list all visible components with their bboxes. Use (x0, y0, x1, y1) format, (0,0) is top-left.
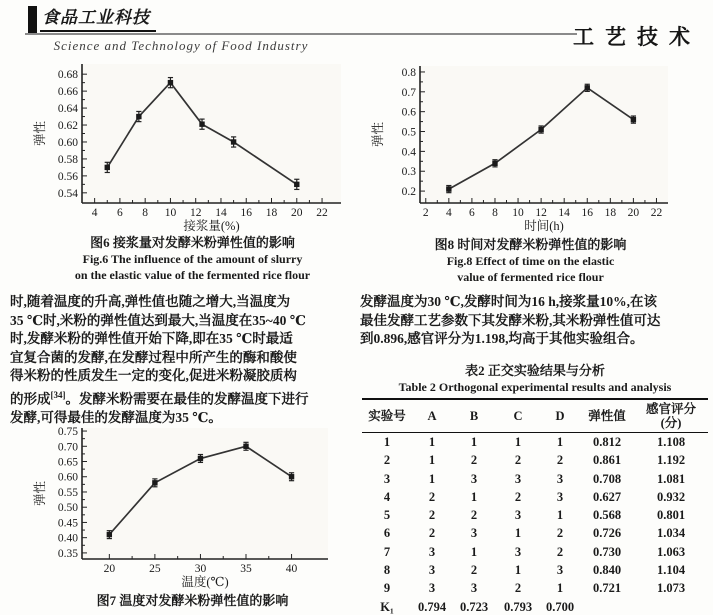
table-cell: 3 (428, 563, 436, 578)
table-cell: 1 (470, 489, 478, 504)
table-cell: 0.568 (592, 508, 622, 523)
text-line: 到0.896,感官评分为1.198,均高于其他实验组合。 (360, 331, 644, 346)
table-cell: 1 (514, 563, 522, 578)
fig8-chart-svg (368, 56, 693, 236)
table-cell (580, 598, 634, 615)
table-cell: 1 (556, 508, 564, 523)
table-cell: 3 (383, 471, 391, 486)
svg-text:6: 6 (469, 207, 475, 219)
svg-text:10: 10 (512, 207, 524, 219)
table-cell: 1.104 (656, 563, 686, 578)
table-header-cell: A (427, 409, 437, 423)
table-cell: 3 (470, 526, 478, 541)
svg-text:12: 12 (535, 207, 547, 219)
table-header-subline: (分) (660, 416, 682, 430)
table-cell: 3 (556, 489, 564, 504)
table-cell: 2 (514, 453, 522, 468)
journal-logo-text: 食品工业科技 (40, 6, 156, 32)
table-cell: 1.063 (656, 544, 686, 559)
svg-text:8: 8 (492, 207, 498, 219)
svg-text:0.64: 0.64 (57, 103, 78, 116)
table-header-row (362, 399, 708, 433)
fig7-chart-svg (30, 422, 355, 592)
svg-text:0.6: 0.6 (401, 106, 416, 119)
svg-text:弹性: 弹性 (371, 121, 385, 148)
fig8-caption-en-line2: value of fermented rice flour (457, 270, 604, 284)
table-cell: 8 (383, 563, 391, 578)
table-cell: 3 (514, 544, 522, 559)
body-paragraph-left (10, 293, 357, 427)
svg-text:30: 30 (194, 563, 207, 575)
table-cell: 3 (470, 471, 478, 486)
fig6-line-chart (30, 56, 355, 241)
text-line: 发酵温度为30 ℃,发酵时间为16 h,接浆量10%,在该 (360, 294, 658, 309)
table-cell: 0.794 (417, 599, 447, 614)
svg-text:0.56: 0.56 (57, 170, 78, 183)
table-cell: 2 (470, 453, 478, 468)
table-cell: 1.108 (656, 435, 686, 449)
table-cell: 1 (428, 435, 436, 449)
table-cell: 1 (514, 526, 522, 541)
table-row (362, 506, 708, 524)
svg-text:0.58: 0.58 (57, 153, 78, 166)
table-cell: 3 (428, 581, 436, 596)
table-cell: 2 (428, 489, 436, 504)
svg-text:18: 18 (265, 207, 278, 219)
svg-text:0.60: 0.60 (57, 471, 78, 484)
svg-text:0.2: 0.2 (401, 186, 416, 199)
svg-text:0.45: 0.45 (57, 517, 78, 530)
svg-text:25: 25 (149, 563, 161, 575)
text-line: 得米粉的性质发生一定的变化,促进米粉凝胶质构 (10, 368, 297, 383)
svg-text:0.68: 0.68 (57, 69, 78, 82)
svg-text:8: 8 (142, 207, 149, 219)
svg-text:0.35: 0.35 (57, 547, 78, 560)
table-cell: 5 (383, 508, 391, 523)
svg-text:0.50: 0.50 (57, 502, 78, 515)
journal-name-english: Science and Technology of Food Industry (53, 38, 309, 53)
svg-text:0.66: 0.66 (57, 86, 78, 99)
table-cell: 1 (556, 435, 564, 449)
table-header-cell: B (469, 409, 479, 423)
table-cell: 1 (514, 435, 522, 449)
table-cell: 3 (556, 563, 564, 578)
svg-text:弹性: 弹性 (33, 480, 47, 507)
table-cell: 2 (514, 581, 522, 596)
journal-logo (28, 6, 156, 34)
svg-text:时间(h): 时间(h) (524, 219, 564, 233)
table-cell (634, 598, 708, 615)
table-cell: 2 (470, 508, 478, 523)
table-row (362, 598, 708, 615)
svg-text:0.55: 0.55 (57, 486, 78, 499)
svg-text:18: 18 (604, 207, 617, 219)
table-row (362, 561, 708, 579)
table-cell: 0.708 (592, 471, 622, 486)
table-row (362, 524, 708, 542)
table-cell: 0.723 (459, 599, 489, 614)
svg-text:14: 14 (215, 207, 227, 219)
table-cell: 6 (383, 526, 391, 541)
svg-text:0.65: 0.65 (57, 456, 78, 469)
fig8-line-chart (368, 56, 693, 241)
svg-text:0.7: 0.7 (401, 86, 416, 99)
svg-text:10: 10 (164, 207, 177, 219)
text-line: 35 ℃时,米粉的弹性值达到最大,当温度在35~40 ℃ (10, 312, 306, 328)
svg-text:22: 22 (316, 207, 328, 219)
table-cell: 2 (428, 508, 436, 523)
table-header-cell: C (513, 409, 523, 423)
section-label: 工艺技术 (573, 25, 701, 49)
svg-text:20: 20 (291, 207, 303, 219)
table-cell: 9 (383, 581, 391, 596)
table-cell: 2 (428, 526, 436, 541)
table2-title-cn: 表2 正交实验结果与分析 (465, 363, 605, 378)
table-header-cell: 感官评分 (分) (634, 399, 708, 433)
svg-text:40: 40 (285, 563, 298, 575)
table2-block (360, 362, 710, 615)
svg-text:14: 14 (558, 207, 570, 219)
table-cell: 0.726 (592, 526, 622, 541)
table-cell: 1.192 (656, 453, 686, 468)
table-cell: 2 (383, 453, 391, 468)
fig6-caption-en-line2: on the elastic value of the fermented rice flour (74, 268, 311, 282)
table-cell: 0.700 (545, 599, 575, 614)
svg-text:22: 22 (650, 207, 663, 219)
svg-text:35: 35 (240, 563, 252, 575)
svg-text:0.3: 0.3 (401, 166, 416, 179)
svg-text:0.70: 0.70 (57, 441, 78, 454)
table-row (362, 579, 708, 597)
table-cell: 3 (514, 471, 522, 486)
svg-text:0.5: 0.5 (401, 126, 416, 139)
fig6-caption-en-line1: Fig.6 The influence of the amount of slurry (82, 252, 303, 266)
table-cell: 0.840 (592, 563, 622, 578)
table-cell: 3 (556, 471, 564, 486)
table-header-cell: 实验号 (368, 409, 406, 423)
text-line: 时,发酵米粉的弹性值开始下降,即在35 ℃时最适 (10, 331, 293, 346)
table-cell: 0.721 (592, 581, 622, 596)
table-row (362, 433, 708, 452)
svg-text:0.62: 0.62 (57, 120, 78, 133)
logo-bar-icon (28, 6, 37, 34)
table-cell: K₁ (380, 599, 394, 614)
table-cell: 2 (556, 526, 564, 541)
table-cell: 4 (383, 489, 391, 504)
svg-text:4: 4 (445, 207, 452, 219)
svg-text:16: 16 (581, 207, 594, 219)
body-paragraph-right (360, 293, 710, 349)
svg-text:接浆量(%): 接浆量(%) (183, 219, 240, 233)
svg-text:12: 12 (189, 207, 202, 219)
svg-text:0.60: 0.60 (57, 136, 78, 149)
svg-text:0.54: 0.54 (57, 187, 78, 200)
text-line: 最佳发酵工艺参数下其发酵米粉,其米粉弹性值可达 (360, 312, 661, 328)
svg-text:16: 16 (240, 207, 252, 219)
table-row (362, 451, 708, 469)
svg-text:温度(℃): 温度(℃) (181, 575, 229, 589)
table-cell: 2 (470, 563, 478, 578)
table-cell: 1.034 (656, 526, 686, 541)
svg-text:4: 4 (91, 207, 98, 219)
table-cell: 2 (556, 453, 564, 468)
table-cell: 0.627 (592, 489, 622, 504)
text-line: 发酵,可得最佳的发酵温度为35 ℃。 (10, 409, 222, 425)
table-cell: 1.073 (656, 581, 686, 596)
svg-text:0.75: 0.75 (57, 426, 78, 439)
table-cell: 3 (470, 581, 478, 596)
table-cell: 1 (428, 471, 436, 486)
svg-text:20: 20 (103, 563, 116, 575)
svg-text:0.4: 0.4 (401, 146, 416, 159)
fig8-caption-en-line1: Fig.8 Effect of time on the elastic (446, 254, 615, 268)
text-line: 时,随着温度的升高,弹性值也随之增大,当温度为 (10, 294, 291, 309)
table-cell: 0.801 (656, 508, 686, 523)
table-cell: 0.861 (592, 453, 622, 468)
table-cell: 3 (428, 544, 436, 559)
table-cell: 1.081 (656, 471, 686, 486)
table-row (362, 470, 708, 488)
fig7-caption (30, 592, 355, 609)
table-header-cell: D (555, 409, 565, 423)
table-cell: 2 (514, 489, 522, 504)
table2-body (362, 433, 708, 615)
table2-header (362, 399, 708, 433)
table2-title-en: Table 2 Orthogonal experimental results and analysis (398, 380, 672, 394)
table-cell: 0.730 (592, 544, 622, 559)
fig8-caption (368, 236, 693, 285)
fig7-caption-cn: 图7 温度对发酵米粉弹性值的影响 (96, 593, 289, 608)
table-row (362, 488, 708, 506)
table-cell: 0.793 (503, 599, 533, 614)
table-cell: 1 (470, 435, 478, 449)
table-cell: 1 (383, 435, 391, 449)
fig6-caption (30, 234, 355, 283)
svg-text:6: 6 (117, 207, 123, 219)
svg-text:弹性: 弹性 (33, 120, 47, 147)
table-cell: 1 (428, 453, 436, 468)
table-cell: 0.812 (592, 435, 622, 449)
svg-text:2: 2 (422, 207, 429, 219)
table-cell: 1 (556, 581, 564, 596)
svg-text:20: 20 (627, 207, 640, 219)
table-row (362, 543, 708, 561)
svg-text:0.40: 0.40 (57, 532, 78, 545)
table2 (362, 398, 708, 615)
citation-superscript: [34] (50, 389, 66, 400)
table-cell: 2 (556, 544, 564, 559)
fig6-chart-svg (30, 56, 355, 236)
text-line: 的形成[34]。发酵米粉需要在最佳的发酵温度下进行 (10, 389, 309, 406)
fig8-caption-cn: 图8 时间对发酵米粉弹性值的影响 (434, 237, 627, 252)
text-line: 宜复合菌的发酵,在发酵过程中所产生的酶和酸使 (10, 349, 297, 365)
fig6-caption-cn: 图6 接浆量对发酵米粉弹性值的影响 (90, 235, 295, 250)
table-cell: 0.932 (656, 489, 686, 504)
table-cell: 3 (514, 508, 522, 523)
table-header-cell: 弹性值 (588, 409, 626, 423)
table-cell: 1 (470, 544, 478, 559)
table-cell: 7 (383, 544, 391, 559)
svg-text:0.8: 0.8 (401, 66, 416, 79)
header-divider (25, 33, 577, 35)
fig7-line-chart (30, 422, 355, 597)
